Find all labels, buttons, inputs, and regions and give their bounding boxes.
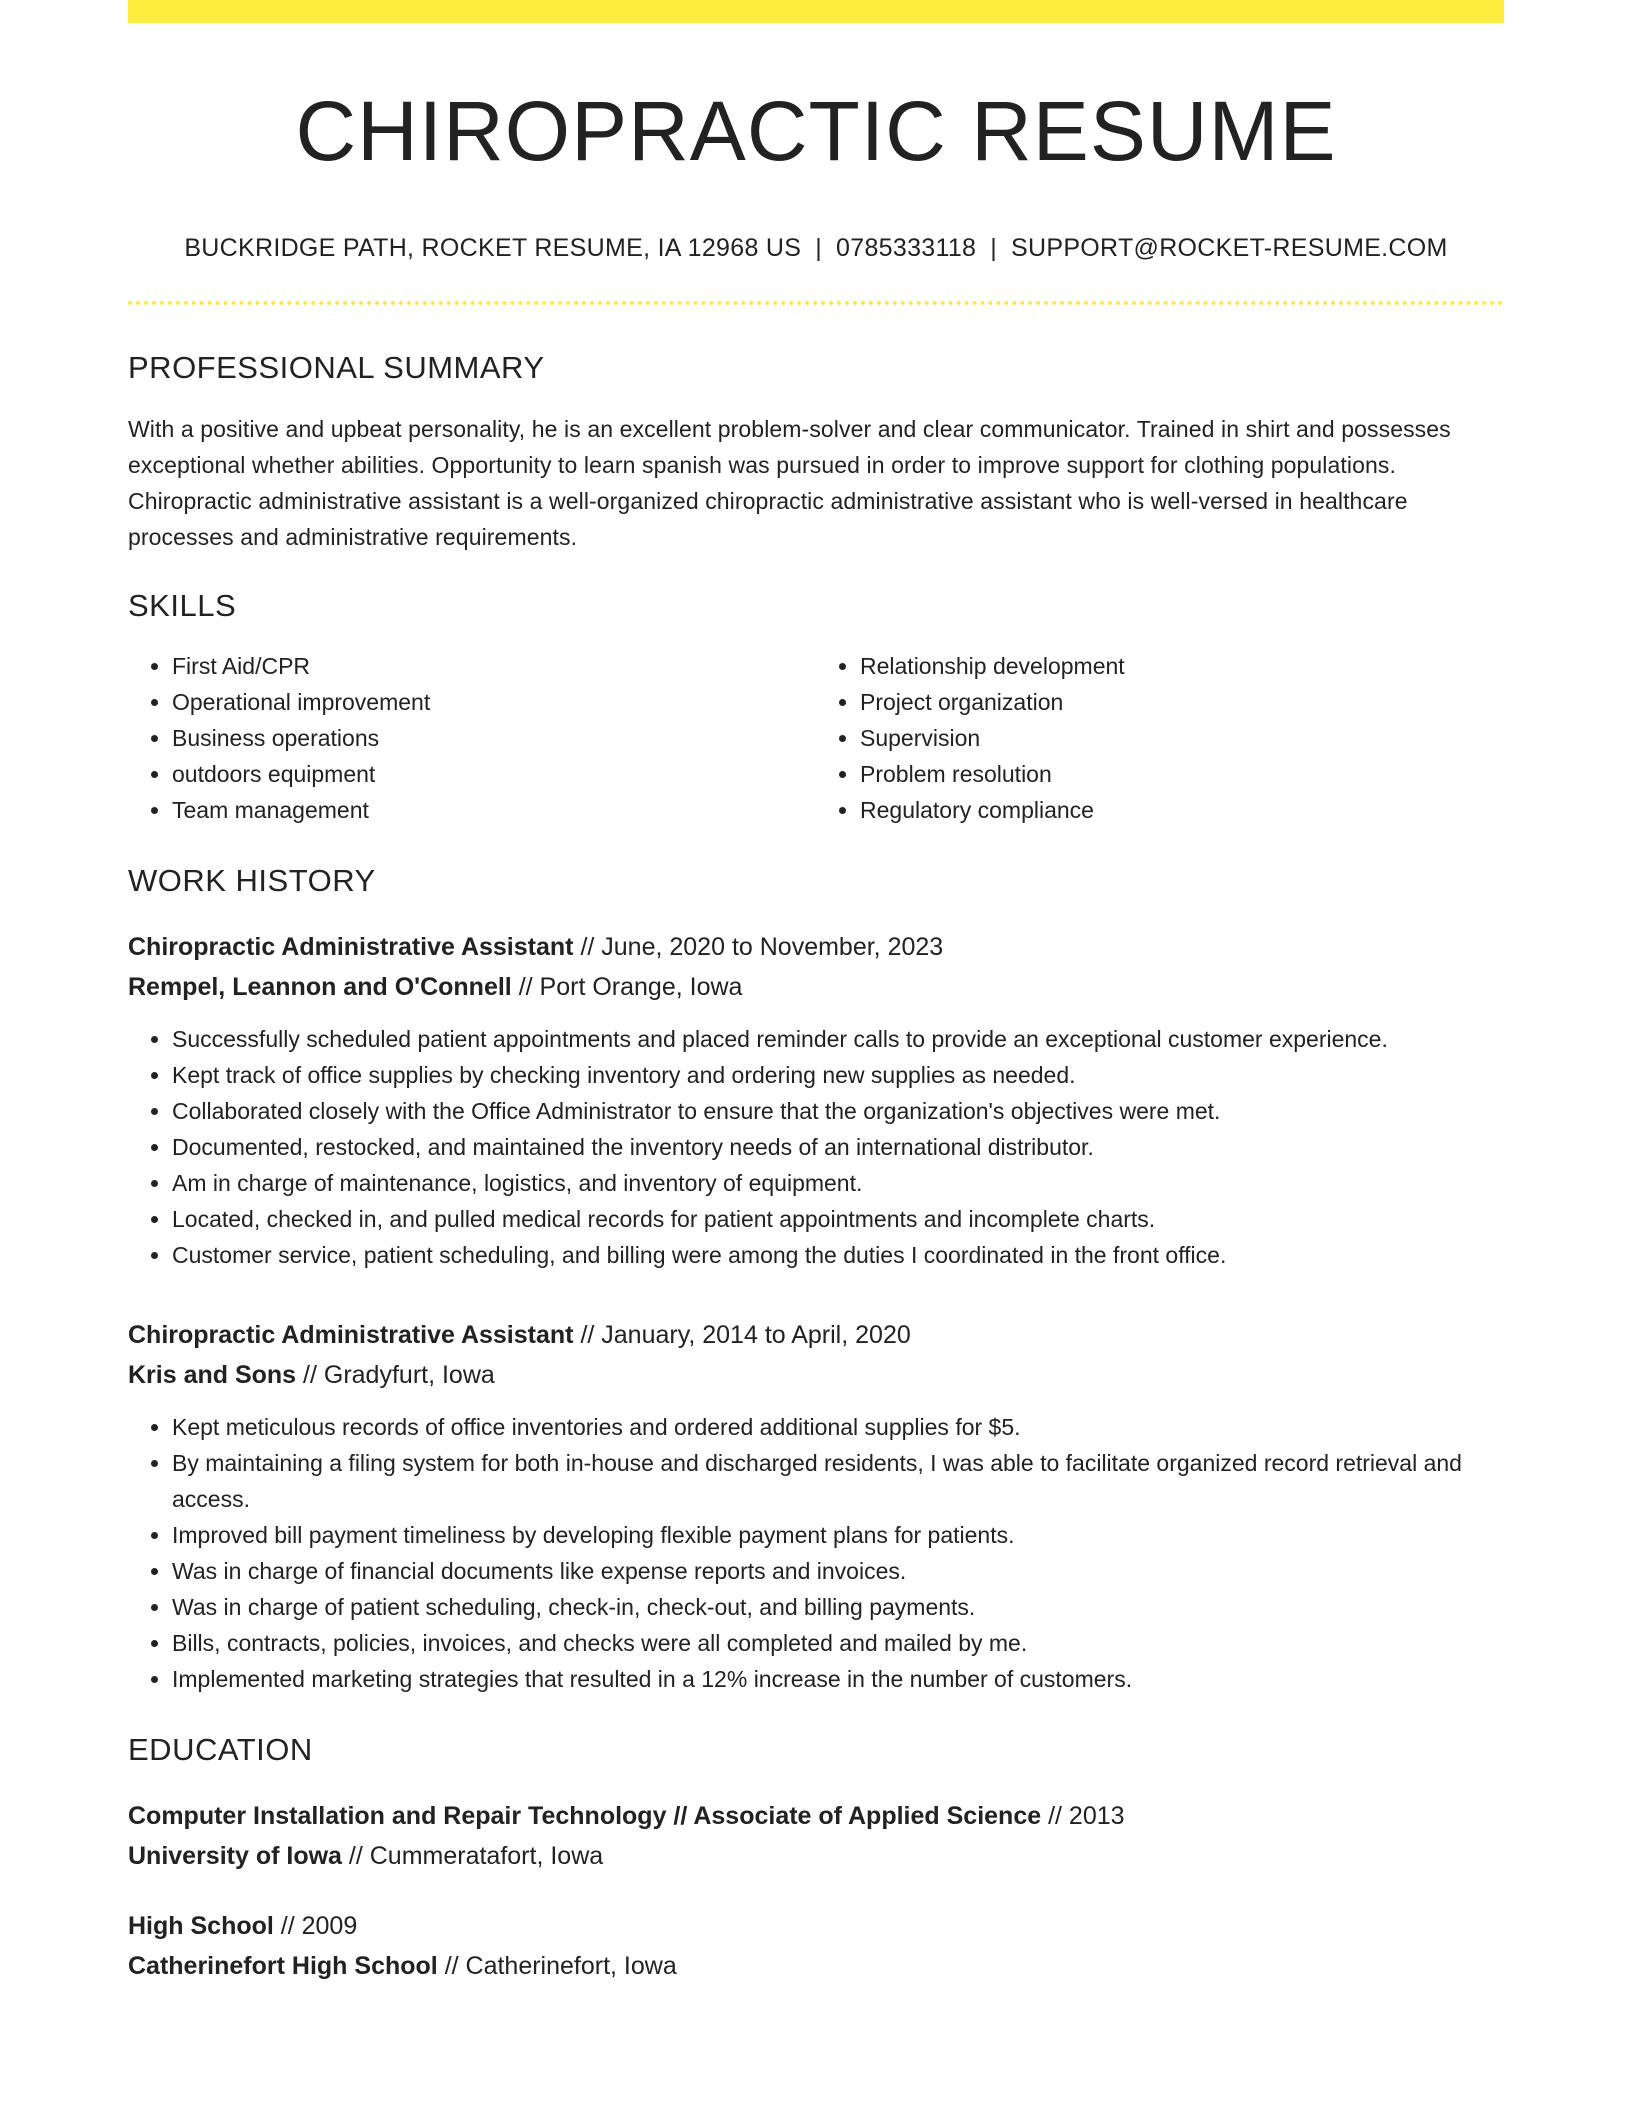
skill-item: • Regulatory compliance bbox=[860, 792, 1504, 828]
education-entry bbox=[128, 1796, 1504, 1876]
job-bullet: • Kept track of office supplies by checking inventory and ordering new supplies as needed. bbox=[172, 1057, 1504, 1093]
summary-heading: PROFESSIONAL SUMMARY bbox=[128, 350, 545, 386]
job-bullet: • Was in charge of patient scheduling, check-in, check-out, and billing payments. bbox=[172, 1589, 1504, 1625]
education-degree-line bbox=[128, 1906, 1504, 1946]
contact-email: SUPPORT@ROCKET-RESUME.COM bbox=[1011, 234, 1448, 263]
resume-title: CHIROPRACTIC RESUME bbox=[295, 84, 1337, 178]
job-bullets bbox=[128, 1409, 1504, 1697]
education-degree-line bbox=[128, 1796, 1504, 1836]
contact-separator: | bbox=[990, 234, 998, 263]
education-heading: EDUCATION bbox=[128, 1731, 313, 1767]
job-bullet: • Implemented marketing strategies that resulted in a 12% increase in the number of customers. bbox=[172, 1661, 1504, 1697]
education-school-line bbox=[128, 1946, 1504, 1986]
skills-heading: SKILLS bbox=[128, 587, 237, 623]
skill-item: • Business operations bbox=[172, 720, 816, 756]
accent-top-bar bbox=[128, 0, 1504, 23]
education-year: // 2009 bbox=[280, 1912, 358, 1941]
education-school: Catherinefort High School bbox=[128, 1952, 438, 1981]
education-school: University of Iowa bbox=[128, 1842, 342, 1871]
work-history-heading: WORK HISTORY bbox=[128, 862, 376, 898]
skill-item: • Relationship development bbox=[860, 648, 1504, 684]
skill-item: • Project organization bbox=[860, 684, 1504, 720]
skill-item: • Team management bbox=[172, 792, 816, 828]
summary-text: With a positive and upbeat personality, he is an excellent problem-solver and clear communicator. Trained in shirt and possesses exceptional whether abilities. Opportunity to learn spanish was pursued in order to improve support for clothing populations. Chiropractic administrative assistant is a well-organized chiropractic administrative assistant who is well-versed in healthcare processes and administrative requirements. bbox=[128, 415, 1451, 550]
dotted-divider bbox=[128, 301, 1504, 305]
education-school-line bbox=[128, 1836, 1504, 1876]
skills-column-right bbox=[816, 648, 1504, 828]
job-bullets bbox=[128, 1021, 1504, 1273]
job-bullet: • Am in charge of maintenance, logistics, and inventory of equipment. bbox=[172, 1165, 1504, 1201]
job-company: Rempel, Leannon and O'Connell bbox=[128, 972, 512, 1001]
job-role: Chiropractic Administrative Assistant bbox=[128, 932, 574, 961]
job-bullet: • Bills, contracts, policies, invoices, and checks were all completed and mailed by me. bbox=[172, 1625, 1504, 1661]
education-degree: High School bbox=[128, 1912, 274, 1941]
job-entry bbox=[128, 1315, 1504, 1697]
skill-item: • outdoors equipment bbox=[172, 756, 816, 792]
job-location: // Gradyfurt, Iowa bbox=[303, 1360, 495, 1389]
skill-item: • Problem resolution bbox=[860, 756, 1504, 792]
resume-page bbox=[128, 0, 1504, 1986]
skills-list bbox=[128, 648, 1504, 828]
job-company-line bbox=[128, 1355, 1504, 1395]
skill-item: • Supervision bbox=[860, 720, 1504, 756]
job-entry bbox=[128, 927, 1504, 1273]
job-bullet: • Located, checked in, and pulled medical records for patient appointments and incomplete charts. bbox=[172, 1201, 1504, 1237]
education-year: // 2013 bbox=[1048, 1802, 1125, 1831]
job-dates: // June, 2020 to November, 2023 bbox=[580, 932, 944, 961]
job-bullet: • Was in charge of financial documents like expense reports and invoices. bbox=[172, 1553, 1504, 1589]
contact-separator: | bbox=[815, 234, 823, 263]
job-location: // Port Orange, Iowa bbox=[518, 972, 743, 1001]
education-location: // Catherinefort, Iowa bbox=[444, 1952, 677, 1981]
education-entry bbox=[128, 1906, 1504, 1986]
education-degree: Computer Installation and Repair Technology // Associate of Applied Science bbox=[128, 1802, 1042, 1831]
contact-address: BUCKRIDGE PATH, ROCKET RESUME, IA 12968 US bbox=[184, 234, 802, 263]
skill-item: • First Aid/CPR bbox=[172, 648, 816, 684]
job-role-line bbox=[128, 1315, 1504, 1355]
skill-item: • Operational improvement bbox=[172, 684, 816, 720]
job-bullet: • Improved bill payment timeliness by developing flexible payment plans for patients. bbox=[172, 1517, 1504, 1553]
job-company-line bbox=[128, 967, 1504, 1007]
job-bullet: • Kept meticulous records of office inventories and ordered additional supplies for $5. bbox=[172, 1409, 1504, 1445]
job-bullet: • Successfully scheduled patient appointments and placed reminder calls to provide an exceptional customer experience. bbox=[172, 1021, 1504, 1057]
education-location: // Cummeratafort, Iowa bbox=[348, 1842, 604, 1871]
job-company: Kris and Sons bbox=[128, 1360, 297, 1389]
job-bullet: • Customer service, patient scheduling, and billing were among the duties I coordinated in the front office. bbox=[172, 1237, 1504, 1273]
contact-line bbox=[128, 233, 1504, 263]
job-bullet: • Collaborated closely with the Office Administrator to ensure that the organization's objectives were met. bbox=[172, 1093, 1504, 1129]
contact-phone: 0785333118 bbox=[836, 234, 977, 263]
job-role-line bbox=[128, 927, 1504, 967]
job-bullet: • Documented, restocked, and maintained the inventory needs of an international distributor. bbox=[172, 1129, 1504, 1165]
job-bullet: • By maintaining a filing system for both in-house and discharged residents, I was able to facilitate organized record retrieval and access. bbox=[172, 1445, 1504, 1517]
job-dates: // January, 2014 to April, 2020 bbox=[580, 1320, 911, 1349]
job-role: Chiropractic Administrative Assistant bbox=[128, 1320, 574, 1349]
skills-column-left bbox=[128, 648, 816, 828]
